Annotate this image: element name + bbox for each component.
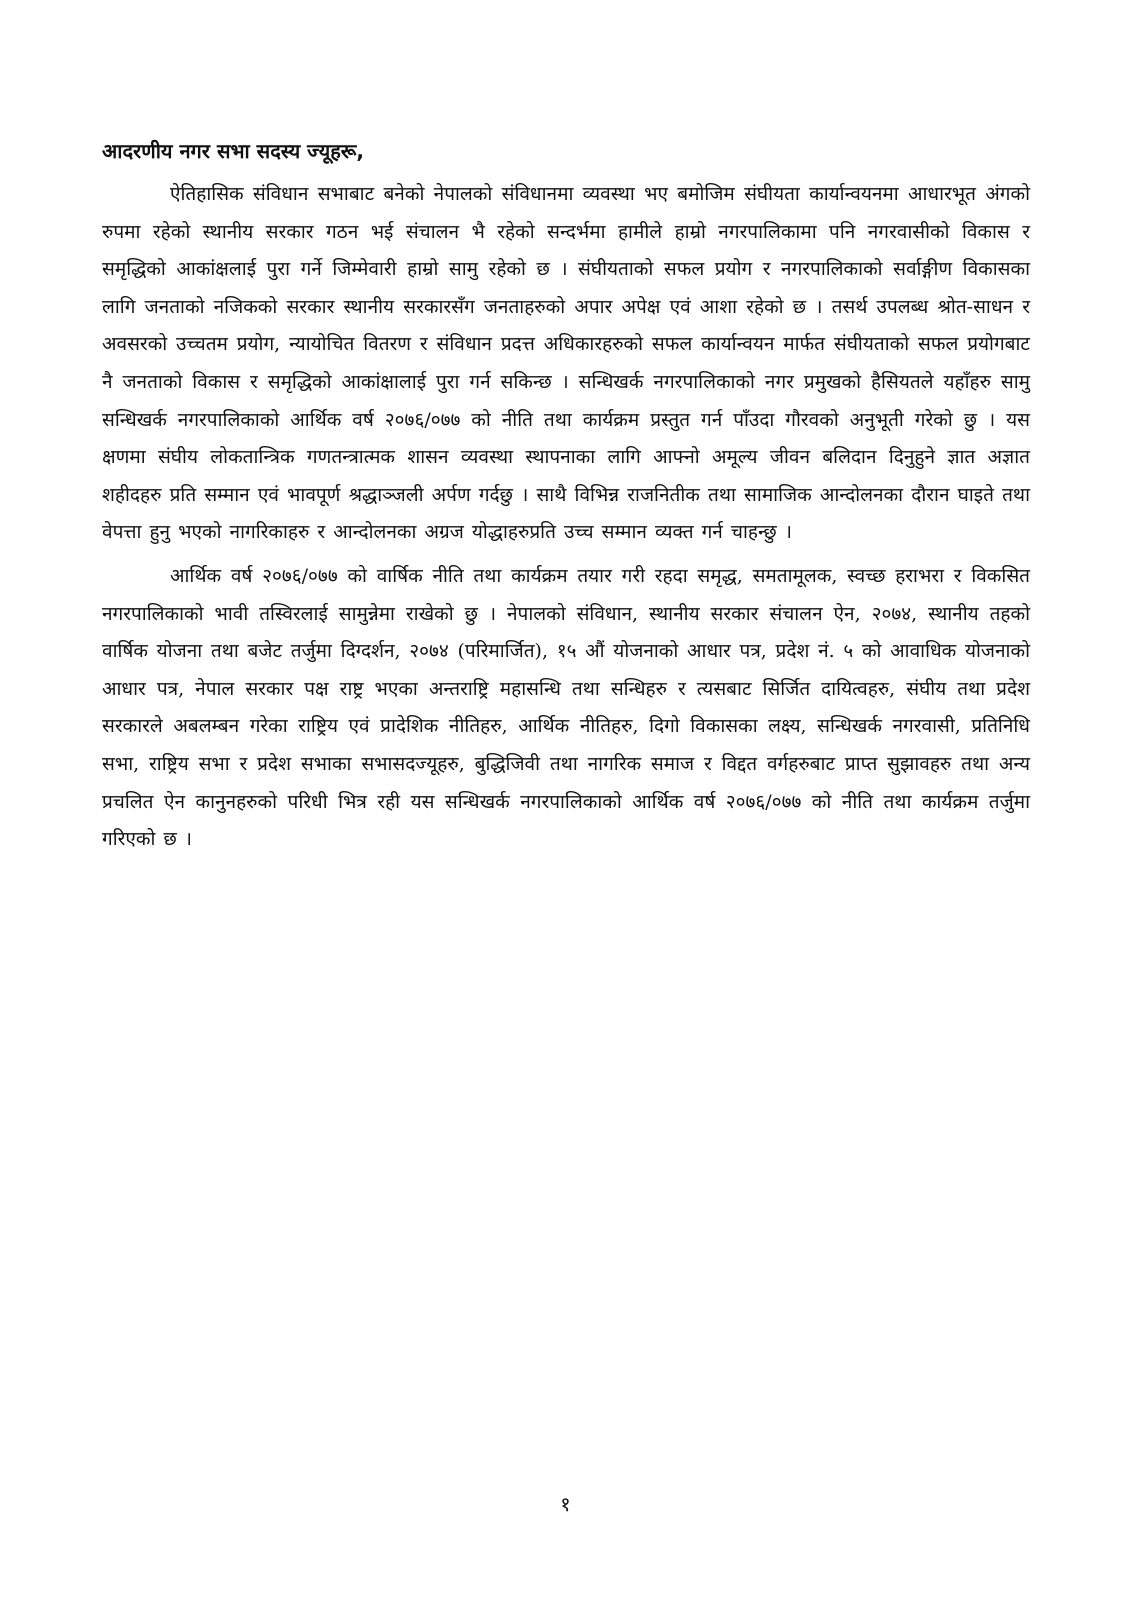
page-number: १ bbox=[560, 1492, 571, 1516]
paragraph-policy-basis: आर्थिक वर्ष २०७६/०७७ को वार्षिक नीति तथा कार्यक्रम तयार गरी रहदा समृद्ध, समतामूलक, स्वच्छ हराभरा र विकसित नगरपालिकाको भावी तस्विरलाई सामुन्नेमा राखेको छु । नेपालको संविधान, स्थानीय सरकार संचालन ऐन, २०७४, स्थानीय तहको वार्षिक योजना तथा बजेट तर्जुमा दिग्दर्शन, २०७४ (परिमार्जित), १५ औं योजनाको आधार पत्र, प्रदेश नं. ५ को आवाधिक योजनाको आधार पत्र, नेपाल सरकार पक्ष राष्ट्र भएका अन्तराष्ट्रि महासन्धि तथा सन्धिहरु र त्यसबाट सिर्जित दायित्वहरु, संघीय तथा प्रदेश सरकारले अबलम्बन गरेका राष्ट्रिय एवं प्रादेशिक नीतिहरु, आर्थिक नीतिहरु, दिगो विकासका लक्ष्य, सन्धिखर्क नगरवासी, प्रतिनिधि सभा, राष्ट्रिय सभा र प्रदेश सभाका सभासदज्यूहरु, बुद्धिजिवी तथा नागरिक समाज र विद्दत वर्गहरुबाट प्राप्त सुझावहरु तथा अन्य प्रचलित ऐन कानुनहरुको परिधी भित्र रही यस सन्धिखर्क नगरपालिकाको आर्थिक वर्ष २०७६/०७७ को नीति तथा कार्यक्रम तर्जुमा गरिएको छ । bbox=[102, 564, 1030, 851]
salutation-heading: आदरणीय नगर सभा सदस्य ज्यूहरू, bbox=[102, 139, 364, 163]
paragraph-introduction: ऐतिहासिक संविधान सभाबाट बनेको नेपालको संविधानमा व्यवस्था भए बमोजिम संघीयता कार्यान्वयनमा आधारभूत अंगको रुपमा रहेको स्थानीय सरकार गठन भई संचालन भै रहेको सन्दर्भमा हामीले हाम्रो नगरपालिकामा पनि नगरवासीको विकास र समृद्धिको आकांक्षलाई पुरा गर्ने जिम्मेवारी हाम्रो सामु रहेको छ । संघीयताको सफल प्रयोग र नगरपालिकाको सर्वाङ्गीण विकासका लागि जनताको नजिकको सरकार स्थानीय सरकारसँग जनताहरुको अपार अपेक्ष एवं आशा रहेको छ । तसर्थ उपलब्ध श्रोत-साधन र अवसरको उच्चतम प्रयोग, न्यायोचित वितरण र संविधान प्रदत्त अधिकारहरुको सफल कार्यान्वयन मार्फत संघीयताको सफल प्रयोगबाट नै जनताको विकास र समृद्धिको आकांक्षालाई पुरा गर्न सकिन्छ । सन्धिखर्क नगरपालिकाको नगर प्रमुखको हैसियतले यहाँहरु सामु सन्धिखर्क नगरपालिकाको आर्थिक वर्ष २०७६/०७७ को नीति तथा कार्यक्रम प्रस्तुत गर्न पाँउदा गौरवको अनुभूती गरेको छु । यस क्षणमा संघीय लोकतान्त्रिक गणतन्त्रात्मक शासन व्यवस्था स्थापनाका लागि आफ्नो अमूल्य जीवन बलिदान दिनुहुने ज्ञात अज्ञात शहीदहरु प्रति सम्मान एवं भावपूर्ण श्रद्धाञ्जली अर्पण गर्दछु । साथै विभिन्न राजनितीक तथा सामाजिक आन्दोलनका दौरान घाइते तथा वेपत्ता हुनु भएको नागरिकाहरु र आन्दोलनका अग्रज योद्धाहरुप्रति उच्च सम्मान व्यक्त गर्न चाहन्छु । bbox=[102, 183, 1030, 544]
document-body bbox=[102, 130, 1030, 865]
